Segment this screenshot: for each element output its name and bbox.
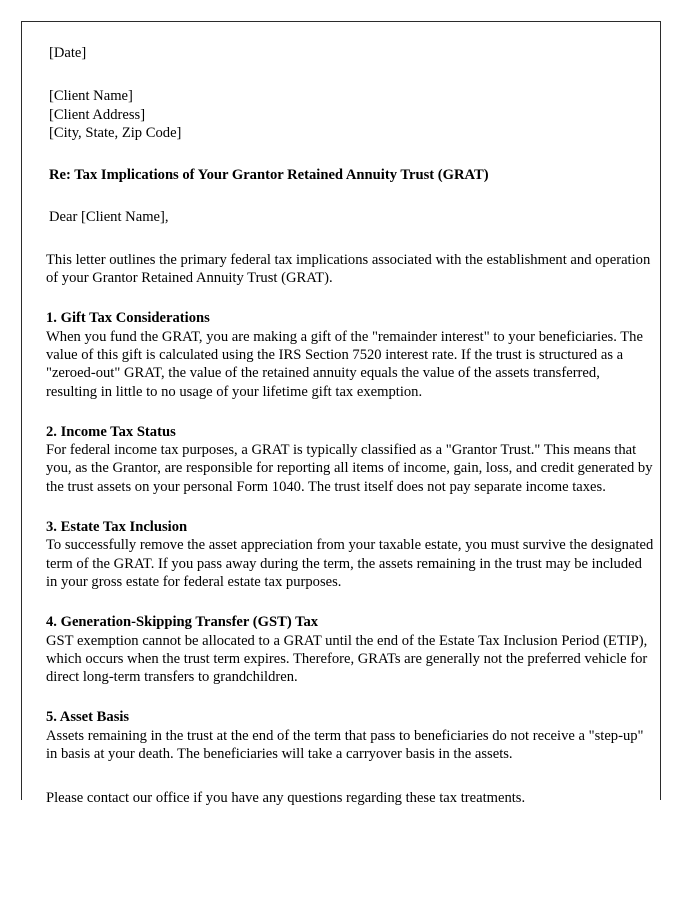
section-heading: 1. Gift Tax Considerations <box>46 310 210 327</box>
date-line: [Date] <box>49 45 87 61</box>
subject-line: Re: Tax Implications of Your Grantor Retained Annuity Trust (GRAT) <box>49 167 489 184</box>
recipient-address-block <box>49 87 654 142</box>
section-body: For federal income tax purposes, a GRAT is typically classified as a "Grantor Trust." This means that you, as the Grantor, are responsible for reporting all items of income, gain, loss, and credit generated by the trust assets on your personal Form 1040. The trust itself does not pay separate income taxes. <box>46 442 653 495</box>
section-body: When you fund the GRAT, you are making a gift of the "remainder interest" to your beneficiaries. The value of this gift is calculated using the IRS Section 7520 interest rate. If the trust is structured as a "zeroed-out" GRAT, the value of the retained annuity equals the value of the assets transferred, resulting in little to no usage of your lifetime gift tax exemption. <box>46 328 643 400</box>
recipient-address: [Client Address] <box>49 106 146 123</box>
section-heading: 5. Asset Basis <box>46 709 130 726</box>
closing-paragraph: Please contact our office if you have any questions regarding these tax treatments. <box>46 790 526 807</box>
letter-content <box>46 44 654 808</box>
section-heading: 2. Income Tax Status <box>46 423 176 440</box>
section-gift-tax <box>46 309 654 400</box>
salutation: Dear [Client Name], <box>49 209 169 226</box>
section-gst-tax <box>46 613 654 686</box>
section-estate-tax <box>46 518 654 591</box>
section-heading: 4. Generation-Skipping Transfer (GST) Tax <box>46 614 319 631</box>
recipient-city-state-zip: [City, State, Zip Code] <box>49 124 182 141</box>
section-body: Assets remaining in the trust at the end of the term that pass to beneficiaries do not receive a "step-up" in basis at your death. The beneficiaries will take a carryover basis in the assets. <box>46 727 644 763</box>
section-income-tax <box>46 423 654 496</box>
recipient-name: [Client Name] <box>49 88 133 105</box>
intro-paragraph: This letter outlines the primary federal tax implications associated with the establishment and operation of your Grantor Retained Annuity Trust (GRAT). <box>46 251 651 287</box>
section-heading: 3. Estate Tax Inclusion <box>46 519 188 536</box>
section-asset-basis <box>46 708 654 763</box>
document-page <box>21 21 661 807</box>
section-body: To successfully remove the asset appreciation from your taxable estate, you must survive the designated term of the GRAT. If you pass away during the term, the assets remaining in the trust may be included in your gross estate for federal estate tax purposes. <box>46 537 654 590</box>
section-body: GST exemption cannot be allocated to a GRAT until the end of the Estate Tax Inclusion Period (ETIP), which occurs when the trust term expires. Therefore, GRATs are generally not the preferred vehicle for direct long-term transfers to grandchildren. <box>46 632 648 686</box>
